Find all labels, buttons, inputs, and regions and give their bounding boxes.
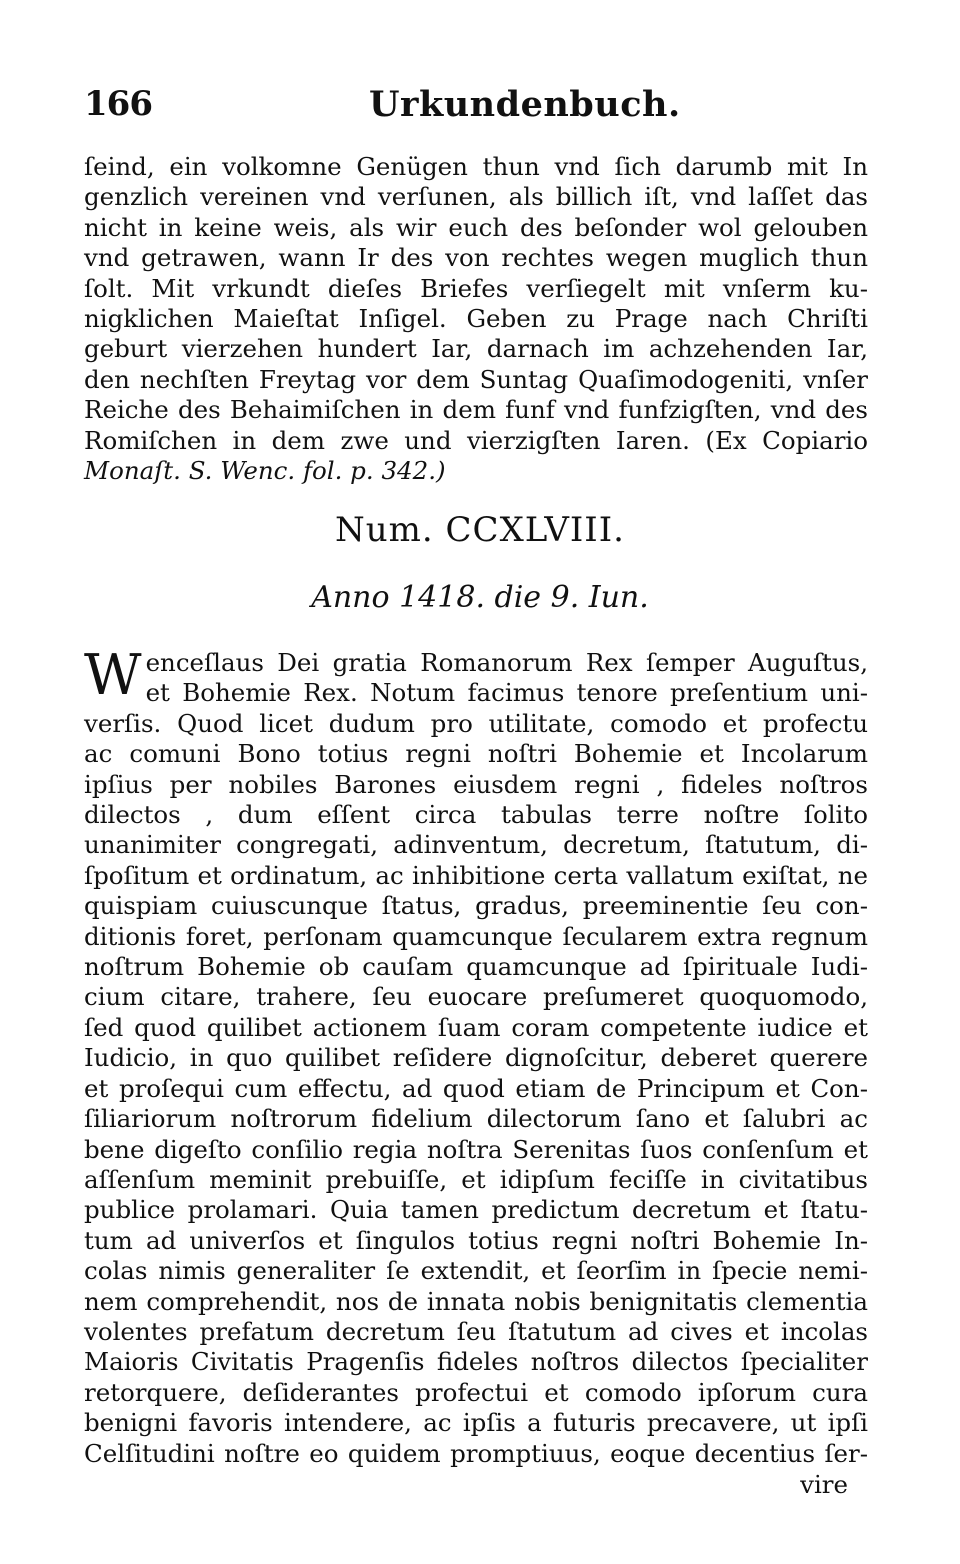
- text-line: ſed quod quilibet actionem ſuam coram competente iudice et: [84, 1012, 868, 1042]
- page-number: 166: [84, 84, 152, 124]
- text-line: den nechſten Freytag vor dem Suntag Quaſimodogeniti, vnſer: [84, 364, 868, 394]
- text-line: ſpoſitum et ordinatum, ac inhibitione certa vallatum exiſtat, ne: [84, 860, 868, 890]
- text-line: ac comuni Bono totius regni noſtri Bohemie et Incolarum: [84, 739, 868, 769]
- source-citation: Monaſt. S. Wenc. fol. p. 342.): [84, 456, 446, 486]
- text-line: Reiche des Behaimiſchen in dem funf vnd funfzigſten, vnd des: [84, 395, 868, 425]
- text-line: verſis. Quod licet dudum pro utilitate, comodo et profectu: [84, 708, 868, 738]
- text-line: et proſequi cum effectu, ad quod etiam de Principum et Con-: [84, 1073, 868, 1103]
- text-line: benigni favoris intendere, ac ipſis a futuris precavere, ut ipſi: [84, 1408, 868, 1438]
- text-line: colas nimis generaliter ſe extendit, et ſeorſim in ſpecie nemi-: [84, 1256, 868, 1286]
- text-line: quispiam cuiuscunque ſtatus, gradus, preeminentie ſeu con-: [84, 891, 868, 921]
- running-title: Urkundenbuch.: [369, 84, 681, 125]
- catchword: vire: [800, 1470, 848, 1499]
- document-date-heading: Anno 1418. die 9. Iun.: [311, 580, 649, 615]
- text-line: tum ad univerſos et ſingulos totius regni noſtri Bohemie In-: [84, 1225, 868, 1255]
- text-line: geburt vierzehen hundert Iar, darnach im achzehenden Iar,: [84, 334, 868, 364]
- text-line: et Bohemie Rex. Notum facimus tenore preſentium uni-: [145, 678, 868, 708]
- text-line: dilectos , dum eſſent circa tabulas terre noſtre ſolito: [84, 800, 868, 830]
- paragraph-1: [84, 152, 868, 486]
- text-line: bene digeſto conſilio regia noſtra Serenitas ſuos conſenſum et: [84, 1134, 868, 1164]
- text-line: nicht in keine weis, als wir euch des beſonder wol gelouben: [84, 212, 868, 242]
- text-line: ſolt. Mit vrkundt dieſes Briefes verſiegelt mit vnſerm ku-: [84, 273, 868, 303]
- text-line: Iudicio, in quo quilibet reſidere dignoſcitur, deberet querere: [84, 1043, 868, 1073]
- text-line: nem comprehendit, nos de innata nobis benignitatis clementia: [84, 1286, 868, 1316]
- text-line: enceſlaus Dei gratia Romanorum Rex ſemper Auguſtus,: [145, 648, 868, 677]
- text-line: aſſenſum meminit prebuiſſe, et idipſum feciſſe in civitatibus: [84, 1164, 868, 1194]
- document-number-heading: Num. CCXLVIII.: [335, 510, 625, 550]
- text-line: volentes prefatum decretum ſeu ſtatutum ad cives et incolas: [84, 1316, 868, 1346]
- text-line: Maioris Civitatis Pragenſis fideles noſtros dilectos ſpecialiter: [84, 1347, 868, 1377]
- text-line: vnd getrawen, wann Ir des von rechtes wegen muglich thun: [84, 243, 868, 273]
- text-line: unanimiter congregati, adinventum, decretum, ſtatutum, di-: [84, 830, 868, 860]
- text-line: retorquere, deſiderantes profectui et comodo ipſorum cura: [84, 1377, 868, 1407]
- text-line: ipſius per nobiles Barones eiusdem regni , fideles noſtros: [84, 769, 868, 799]
- text-line: Romiſchen in dem zwe und vierzigſten Iaren. (Ex Copiario: [84, 425, 868, 455]
- text-line: genzlich vereinen vnd verſunen, als billich iſt, vnd laſſet das: [84, 182, 868, 212]
- text-line: ditionis foret, perſonam quamcunque ſecularem extra regnum: [84, 921, 868, 951]
- text-line: nigklichen Maieſtat Inſigel. Geben zu Prage nach Chriſti: [84, 304, 868, 334]
- paragraph-2: [84, 643, 868, 1469]
- page-header: [84, 84, 874, 134]
- text-line: ſeind, ein volkomne Genügen thun vnd ſich darumb mit In: [84, 152, 868, 181]
- drop-cap: W: [84, 643, 142, 708]
- text-line: publice prolamari. Quia tamen predictum decretum et ſtatu-: [84, 1195, 868, 1225]
- text-line: Celſitudini noſtre eo quidem promptiuus, eoque decentius ſer-: [84, 1438, 868, 1468]
- text-line: ſiliariorum noſtrorum fidelium dilectorum ſano et ſalubri ac: [84, 1104, 868, 1134]
- text-line: cium citare, trahere, ſeu euocare preſumeret quoquomodo,: [84, 982, 868, 1012]
- text-line: noſtrum Bohemie ob cauſam quamcunque ad ſpirituale Iudi-: [84, 952, 868, 982]
